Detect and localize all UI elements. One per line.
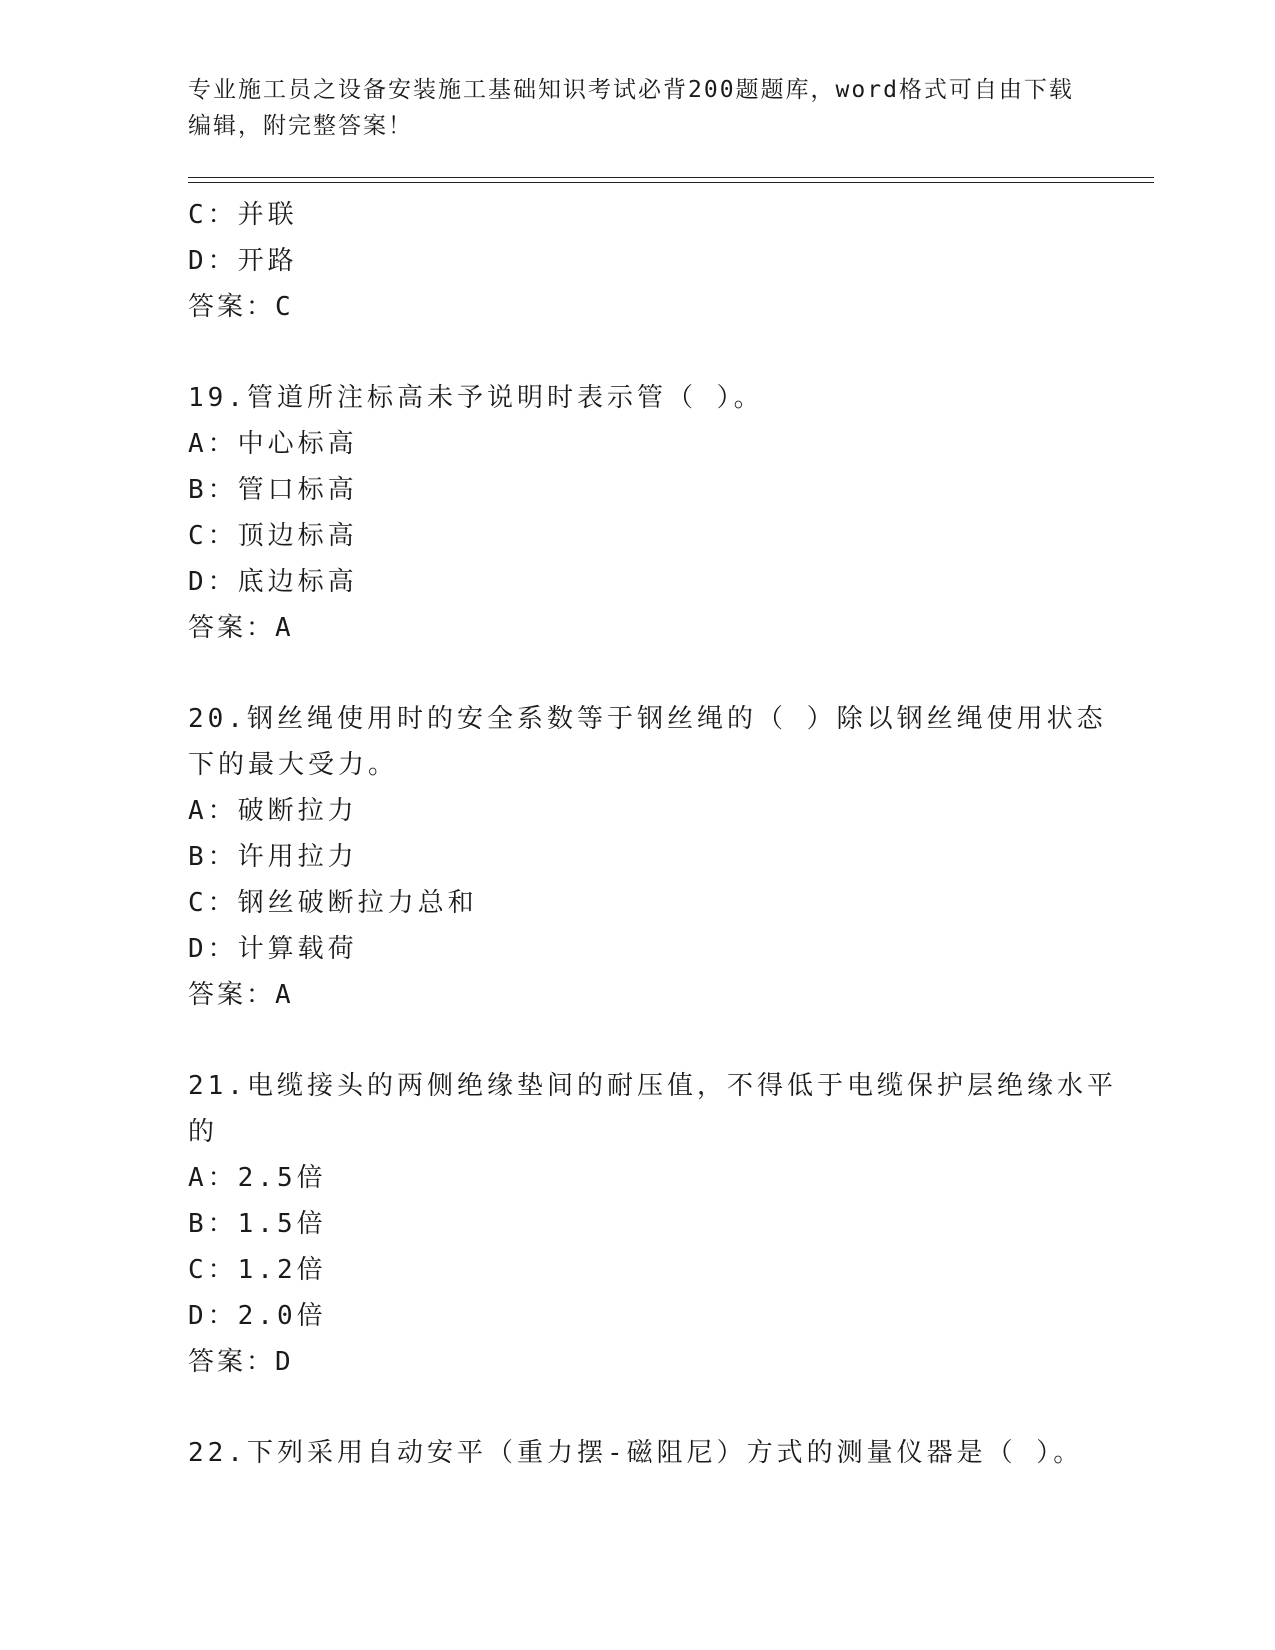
option-b: [188, 467, 1088, 513]
option-label: C：: [188, 888, 238, 918]
option-label: B：: [188, 842, 238, 872]
option-label: D：: [188, 934, 238, 964]
question-text-line-1: 20.钢丝绳使用时的安全系数等于钢丝绳的（ ）除以钢丝绳使用状态: [188, 704, 1107, 734]
option-text: 破断拉力: [237, 796, 358, 826]
option-label: D：: [188, 246, 238, 276]
option-d: [188, 926, 1088, 972]
spacer: [188, 330, 1088, 375]
option-label: A：: [188, 429, 238, 459]
option-label: B：: [188, 475, 238, 505]
option-text: 并联: [237, 200, 298, 230]
question-text-line-1: 21.电缆接头的两侧绝缘垫间的耐压值，不得低于电缆保护层绝缘水平: [188, 1071, 1117, 1101]
option-text: 2.5倍: [237, 1163, 327, 1193]
option-c: [188, 1247, 1088, 1293]
question-text: 22.下列采用自动安平（重力摆-磁阻尼）方式的测量仪器是（ ）。: [188, 1438, 1084, 1468]
option-text: 管口标高: [237, 475, 358, 505]
answer-line: 答案：A: [188, 980, 294, 1010]
header-title: 专业施工员之设备安装施工基础知识考试必背200题题库，word格式可自由下载编辑，附完整答案！: [188, 77, 1074, 139]
header-divider-top: [188, 177, 1154, 178]
question-21-block: [188, 1063, 1117, 1385]
option-label: C：: [188, 200, 238, 230]
question-19-block: [188, 375, 1088, 651]
answer-line: 答案：D: [188, 1347, 294, 1377]
option-label: D：: [188, 567, 238, 597]
option-c: [188, 513, 1088, 559]
question-text-line-2: 下的最大受力。: [188, 750, 399, 780]
option-b: [188, 834, 1088, 880]
option-text: 开路: [237, 246, 298, 276]
option-d: [188, 559, 1088, 605]
spacer: [188, 1018, 1088, 1063]
option-label: B：: [188, 1209, 238, 1239]
question-text: 19.管道所注标高未予说明时表示管（ ）。: [188, 383, 764, 413]
option-text: 2.0倍: [237, 1301, 327, 1331]
question-text-line-2: 的: [188, 1117, 219, 1147]
option-c: [188, 192, 1088, 238]
option-label: A：: [188, 796, 238, 826]
option-label: A：: [188, 1163, 238, 1193]
answer-line: 答案：C: [188, 292, 294, 322]
option-text: 钢丝破断拉力总和: [237, 888, 478, 918]
option-label: C：: [188, 521, 238, 551]
option-a: [188, 788, 1088, 834]
answer-line: 答案：A: [188, 613, 294, 643]
option-c: [188, 880, 1088, 926]
question-20-block: [188, 696, 1107, 1018]
option-text: 1.5倍: [237, 1209, 327, 1239]
header-divider-bottom: [188, 182, 1154, 183]
spacer: [188, 1385, 1088, 1430]
option-b: [188, 1201, 1088, 1247]
option-label: C：: [188, 1255, 238, 1285]
question-18-block: [188, 192, 1088, 330]
option-d: [188, 1293, 1088, 1339]
option-text: 1.2倍: [237, 1255, 327, 1285]
option-a: [188, 421, 1088, 467]
document-header: [188, 72, 1088, 144]
option-text: 底边标高: [237, 567, 358, 597]
option-d: [188, 238, 1088, 284]
option-label: D：: [188, 1301, 238, 1331]
option-text: 顶边标高: [237, 521, 358, 551]
option-a: [188, 1155, 1088, 1201]
spacer: [188, 651, 1088, 696]
question-22-block: [188, 1430, 1088, 1476]
option-text: 中心标高: [237, 429, 358, 459]
question-content: [188, 192, 1117, 1476]
option-text: 计算载荷: [237, 934, 358, 964]
option-text: 许用拉力: [237, 842, 358, 872]
